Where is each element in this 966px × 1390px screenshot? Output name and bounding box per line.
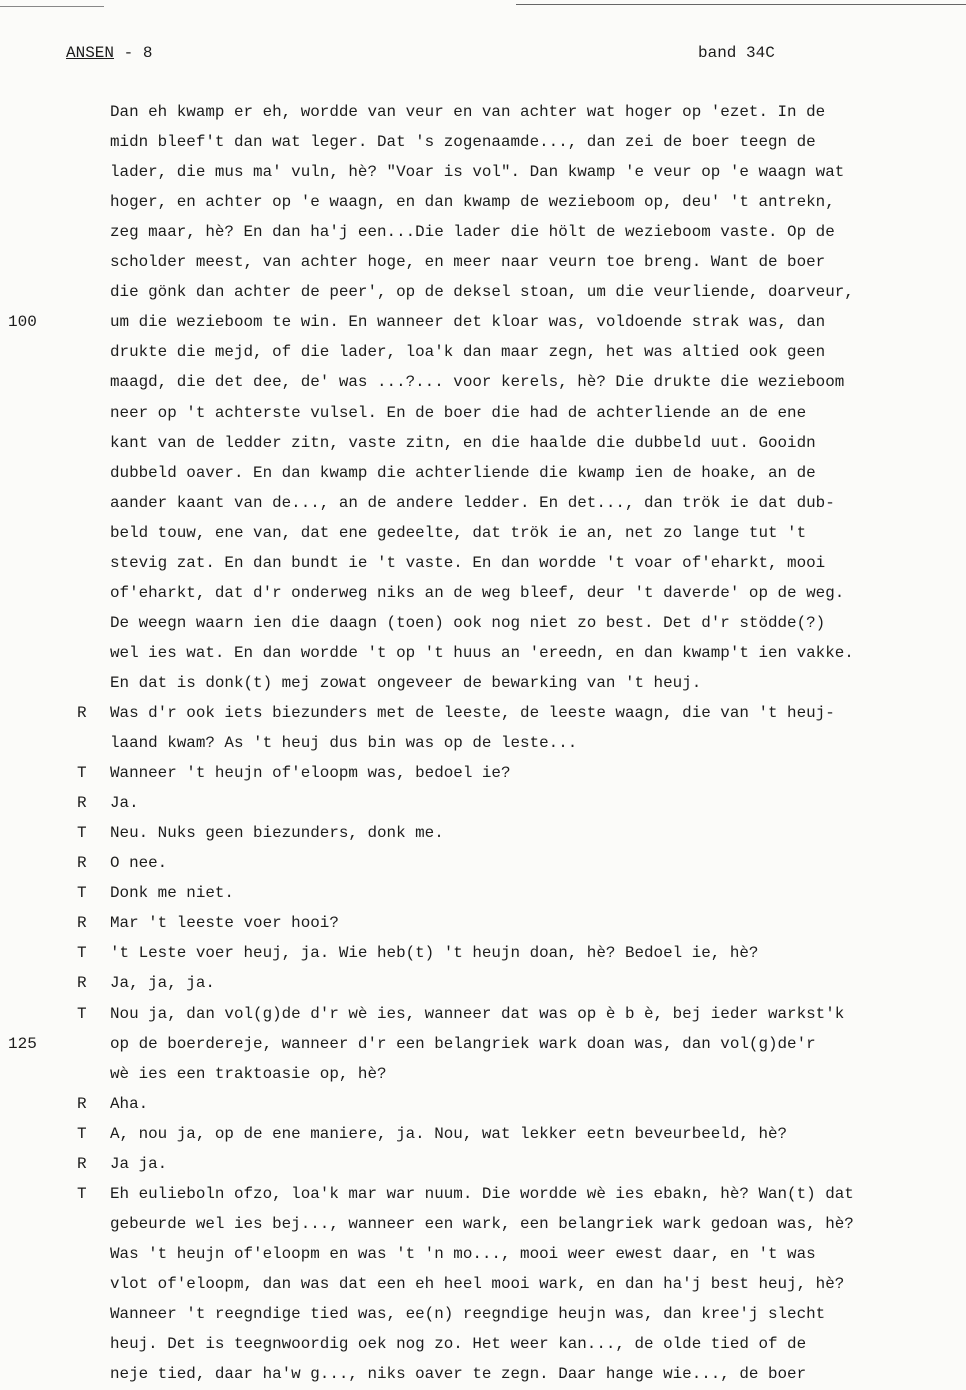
speaker-label: T	[77, 1004, 87, 1023]
header-tape: band 34C	[698, 44, 775, 62]
speaker-label: T	[77, 944, 87, 963]
speaker-label: T	[77, 824, 87, 843]
transcript-line: maagd, die det dee, de' was ...?... voor kerels, hè? Die drukte die wezieboom	[110, 373, 845, 392]
transcript-line: kant van de ledder zitn, vaste zitn, en die haalde die dubbeld uut. Gooidn	[110, 433, 816, 452]
transcript-line: laand kwam? As 't heuj dus bin was op de leste...	[110, 734, 578, 753]
transcript-line: wel ies wat. En dan wordde 't op 't huus an 'ereedn, en dan kwamp't ien vakke.	[110, 643, 854, 662]
transcript-line: vlot of'eloopm, dan was dat een eh heel mooi wark, en dan ha'j best heuj, hè?	[110, 1274, 845, 1293]
speaker-label: R	[77, 854, 87, 873]
header-page-number: - 8	[123, 44, 153, 62]
speaker-label: T	[77, 764, 87, 783]
transcript-line: Ja, ja, ja.	[110, 974, 215, 993]
transcript-line: Neu. Nuks geen biezunders, donk me.	[110, 824, 444, 843]
transcript-line: Nou ja, dan vol(g)de d'r wè ies, wanneer dat was op è b è, bej ieder warkst'k	[110, 1004, 845, 1023]
speaker-label: T	[77, 884, 87, 903]
transcript-line: 't Leste voer heuj, ja. Wie heb(t) 't heujn doan, hè? Bedoel ie, hè?	[110, 944, 759, 963]
speaker-label: T	[77, 1184, 87, 1203]
margin-line-number: 100	[8, 313, 37, 332]
speaker-label: T	[77, 1124, 87, 1143]
transcript-line: Wanneer 't reegndige tied was, ee(n) reegndige heujn was, dan kree'j slecht	[110, 1305, 826, 1323]
transcript-line: Mar 't leeste voer hooi?	[110, 914, 339, 933]
transcript-line: De weegn waarn ien die daagn (toen) ook nog niet zo best. Det d'r stödde(?)	[110, 613, 826, 632]
transcript-line: dubbeld oaver. En dan kwamp die achterliende die kwamp ien de hoake, an de	[110, 463, 816, 482]
transcript-line: op de boerdereje, wanneer d'r een belangriek wark doan was, dan vol(g)de'r	[110, 1034, 816, 1053]
transcript-line: zeg maar, hè? En dan ha'j een...Die lader die hölt de wezieboom vaste. Op de	[110, 223, 835, 242]
transcript-line: neer op 't achterste vulsel. En de boer die had de achterliende an de ene	[110, 403, 807, 422]
transcript-line: hoger, en achter op 'e waagn, en dan kwamp de wezieboom op, deu' 't antrekn,	[110, 193, 835, 212]
page-header-left	[66, 44, 152, 62]
transcript-line: O nee.	[110, 854, 168, 873]
transcript-line: of'eharkt, dat d'r onderweg niks an de weg bleef, deur 't daverde' op de weg.	[110, 583, 845, 602]
speaker-label: R	[77, 704, 87, 722]
transcript-line: wè ies een traktoasie op, hè?	[110, 1064, 387, 1083]
transcript-line: aander kaant van de..., an de andere ledder. En det..., dan trök ie dat dub-	[110, 493, 835, 512]
transcript-line: drukte die mejd, of die lader, loa'k dan maar zegn, het was altied ook geen	[110, 343, 826, 362]
transcript-line: Aha.	[110, 1094, 149, 1113]
transcript-line: Donk me niet.	[110, 884, 234, 903]
header-title: ANSEN	[66, 44, 115, 62]
margin-line-number: 125	[8, 1034, 37, 1053]
transcript-line: stevig zat. En dan bundt ie 't vaste. En dan wordde 't voar of'eharkt, mooi	[110, 553, 826, 572]
transcript-line: die gönk dan achter de peer', op de deksel stoan, um die veurliende, doarveur,	[110, 283, 854, 302]
speaker-label: R	[77, 914, 87, 933]
transcript-line: gebeurde wel ies bej..., wanneer een wark, een belangriek wark gedoan was, hè?	[110, 1214, 854, 1233]
transcript-line: neje tied, daar ha'w g..., niks oaver te zegn. Daar hange wie..., de boer	[110, 1365, 807, 1384]
transcript-line: heuj. Det is teegnwoordig oek nog zo. Het weer kan..., de olde tied of de	[110, 1335, 807, 1354]
transcript-line: A, nou ja, op de ene maniere, ja. Nou, wat lekker eetn beveurbeeld, hè?	[110, 1124, 788, 1143]
transcript-line: beld touw, ene van, dat ene gedeelte, dat trök ie an, net zo lange tut 't	[110, 523, 807, 542]
transcript-line: Was 't heujn of'eloopm en was 't 'n mo..., mooi weer ewest daar, en 't was	[110, 1244, 816, 1263]
transcript-line: lader, die mus ma' vuln, hè? "Voar is vol". Dan kwamp 'e veur op 'e waagn wat	[110, 163, 845, 182]
speaker-label: R	[77, 1094, 87, 1113]
transcript-line: En dat is donk(t) mej zowat ongeveer de bewarking van 't heuj.	[110, 673, 702, 692]
speaker-label: R	[77, 1154, 87, 1173]
transcript-line: um die wezieboom te win. En wanneer det kloar was, voldoende strak was, dan	[110, 313, 826, 332]
transcript-line: scholder meest, van achter hoge, en meer naar veurn toe breng. Want de boer	[110, 253, 826, 272]
top-rule-left	[0, 6, 104, 7]
transcript-line: Wanneer 't heujn of'eloopm was, bedoel ie?	[110, 764, 511, 783]
speaker-label: R	[77, 974, 87, 993]
transcript-line: Eh eulieboln ofzo, loa'k mar war nuum. Die wordde wè ies ebakn, hè? Wan(t) dat	[110, 1184, 854, 1203]
top-rule-right	[516, 4, 966, 5]
speaker-label: R	[77, 794, 87, 813]
transcript-line: Dan eh kwamp er eh, wordde van veur en van achter wat hoger op 'ezet. In de	[110, 103, 826, 121]
transcript-line: Ja ja.	[110, 1154, 168, 1173]
transcript-line: Was d'r ook iets biezunders met de leeste, de leeste waagn, die van 't heuj-	[110, 704, 835, 722]
transcript-line: midn bleef't dan wat leger. Dat 's zogenaamde..., dan zei de boer teegn de	[110, 133, 816, 152]
transcript-line: Ja.	[110, 794, 139, 813]
